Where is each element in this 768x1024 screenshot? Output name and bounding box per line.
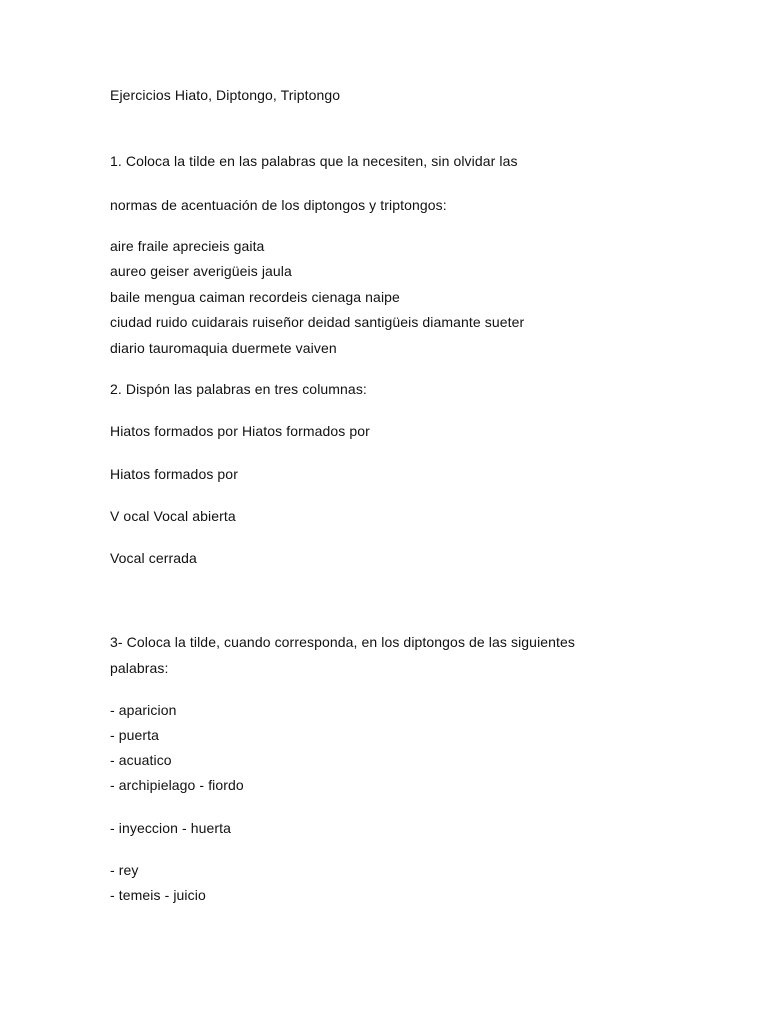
exercise-1-word-line: baile mengua caiman recordeis cienaga naipe xyxy=(110,289,400,305)
exercise-1-word-line: aire fraile aprecieis gaita xyxy=(110,238,265,254)
exercise-3-list-item: - archipielago - fiordo xyxy=(110,777,244,793)
exercise-1-word-line: ciudad ruido cuidarais ruiseñor deidad santigüeis diamante sueter xyxy=(110,314,525,330)
exercise-3-list-item: - temeis - juicio xyxy=(110,887,206,903)
exercise-2-line: Vocal cerrada xyxy=(110,550,197,566)
exercise-3-list-item: - aparicion xyxy=(110,702,177,718)
exercise-2-instruction: 2. Dispón las palabras en tres columnas: xyxy=(110,381,367,397)
document-title: Ejercicios Hiato, Diptongo, Triptongo xyxy=(110,87,341,103)
exercise-3-instruction-line-2: palabras: xyxy=(110,660,169,676)
exercise-3-list-item: - puerta xyxy=(110,727,160,743)
exercise-1-word-line: aureo geiser averigüeis jaula xyxy=(110,263,292,279)
exercise-2-line: Hiatos formados por xyxy=(110,466,238,482)
exercise-1-instruction-line-2: normas de acentuación de los diptongos y triptongos: xyxy=(110,197,447,213)
exercise-2-line: V ocal Vocal abierta xyxy=(110,508,236,524)
exercise-1-instruction-line-1: 1. Coloca la tilde en las palabras que la necesiten, sin olvidar las xyxy=(110,153,518,169)
exercise-3-list-item: - inyeccion - huerta xyxy=(110,820,232,836)
exercise-3-list-item: - rey xyxy=(110,862,139,878)
exercise-2-line: Hiatos formados por Hiatos formados por xyxy=(110,423,370,439)
exercise-1-word-line: diario tauromaquia duermete vaiven xyxy=(110,340,337,356)
exercise-3-instruction-line-1: 3- Coloca la tilde, cuando corresponda, en los diptongos de las siguientes xyxy=(110,634,576,650)
exercise-3-list-item: - acuatico xyxy=(110,752,172,768)
